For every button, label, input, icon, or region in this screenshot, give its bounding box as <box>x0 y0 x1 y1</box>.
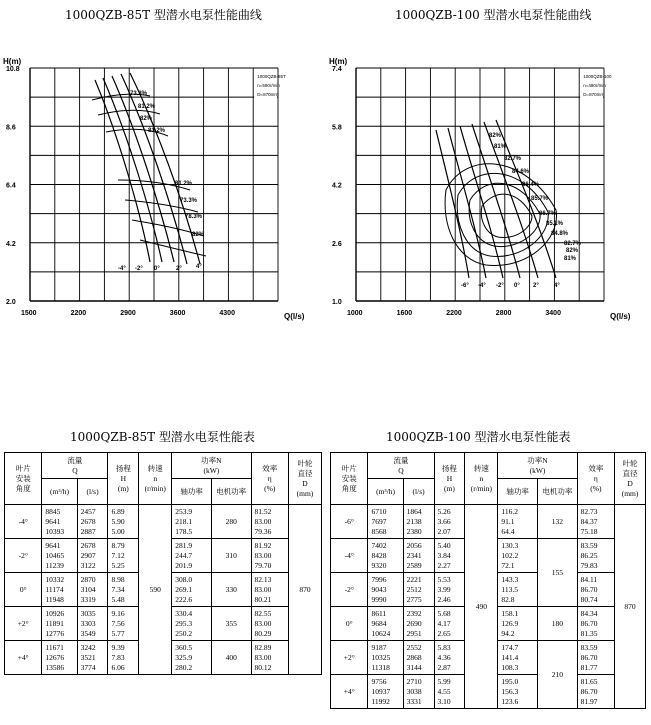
legend-text: 1000QZB-85T <box>257 74 286 79</box>
header-shaft-power: 轴功率 <box>498 479 538 505</box>
efficiency-label: 81% <box>564 256 577 262</box>
legend-text: D=870mm <box>583 92 605 97</box>
blade-angle-label: -6° <box>461 283 469 289</box>
shaft-power-value: 330.4 295.3 250.2 <box>172 607 212 641</box>
efficiency-value: 81.65 86.70 81.97 <box>577 675 614 709</box>
flow-m3h: 6710 7697 8568 <box>368 505 403 539</box>
shaft-power-value: 253.9 218.1 178.5 <box>172 505 212 539</box>
header-flow-unit-m3h: (m³/h) <box>42 479 77 505</box>
left-table-title: 1000QZB-85T 型潜水电泵性能表 <box>70 430 255 444</box>
head-value: 8.79 7.12 5.25 <box>108 539 139 573</box>
head-value: 5.83 4.36 2.87 <box>434 641 465 675</box>
speed-value: 490 <box>465 505 498 709</box>
x-tick-label: 2200 <box>70 310 87 317</box>
x-tick-label: 3400 <box>545 310 561 317</box>
blade-angle-label: -2° <box>135 266 143 272</box>
y-tick-label: 8.6 <box>6 124 16 132</box>
right-performance-table <box>330 452 646 709</box>
shaft-power-value: 174.7 141.4 108.3 <box>498 641 538 675</box>
blade-angle-label: 4° <box>196 264 202 270</box>
head-value: 5.26 3.66 2.07 <box>434 505 465 539</box>
header-impeller-diameter: 叶轮 直径 D (mm) <box>288 453 321 505</box>
flow-ls: 2056 2341 2589 <box>403 539 434 573</box>
efficiency-label: 82% <box>566 248 579 254</box>
shaft-power-value: 116.2 91.1 64.4 <box>498 505 538 539</box>
legend-text: D=870mm <box>257 92 279 97</box>
flow-ls: 2392 2690 2951 <box>403 607 434 641</box>
efficiency-label: 86.7% <box>539 211 557 217</box>
header-efficiency: 效率 η (%) <box>251 453 288 505</box>
y-tick-label: 1.0 <box>332 299 342 306</box>
motor-power-value: 310 <box>211 539 251 573</box>
y-axis-label: H(m) <box>3 57 22 66</box>
blade-angle-label: 0° <box>514 283 520 289</box>
flow-m3h: 9756 10937 11992 <box>368 675 403 709</box>
blade-angle-label: 2° <box>176 266 182 272</box>
flow-m3h: 7402 8428 9320 <box>368 539 403 573</box>
efficiency-label: 86.4% <box>522 182 540 188</box>
blade-angle: +4° <box>331 675 368 709</box>
x-tick-label: 2200 <box>446 310 462 317</box>
efficiency-label: 81.2% <box>138 104 156 110</box>
x-axis-label: Q(l/s) <box>284 312 305 321</box>
blade-angle-label: -4° <box>478 283 486 289</box>
header-efficiency: 效率 η (%) <box>577 453 614 505</box>
y-tick-label: 2.6 <box>332 240 342 248</box>
efficiency-label: 81.2% <box>175 181 193 187</box>
y-tick-label: 4.2 <box>6 240 16 248</box>
shaft-power-value: 158.1 126.9 94.2 <box>498 607 538 641</box>
flow-ls: 2870 3104 3319 <box>77 573 108 607</box>
efficiency-label: 84.8% <box>551 231 569 237</box>
motor-power-value: 155 <box>538 539 578 607</box>
header-speed: 转速 n (r/min) <box>465 453 498 505</box>
blade-angle: +4° <box>5 641 42 675</box>
efficiency-label: 73.3% <box>130 91 148 97</box>
x-tick-label: 4300 <box>219 310 235 317</box>
right-performance-chart <box>326 40 651 330</box>
legend-text: n=490r/min <box>583 83 606 88</box>
head-value: 5.53 3.99 2.46 <box>434 573 465 607</box>
blade-angle: -4° <box>331 539 368 573</box>
left-chart-title: 1000QZB-85T 型潜水电泵性能曲线 <box>65 8 262 22</box>
blade-angle: -6° <box>331 505 368 539</box>
x-axis-label: Q(l/s) <box>610 312 631 321</box>
x-tick-label: 1000 <box>347 310 363 317</box>
efficiency-label: 73.3% <box>180 198 198 204</box>
blade-angle: +2° <box>5 607 42 641</box>
x-tick-label: 2800 <box>495 310 512 317</box>
y-tick-label: 10.8 <box>6 66 20 73</box>
efficiency-value: 83.59 86.25 79.83 <box>577 539 614 573</box>
motor-power-value: 330 <box>211 573 251 607</box>
blade-angle-label: 0° <box>154 266 160 272</box>
header-power: 功率N (kW) <box>498 453 577 479</box>
header-flow-unit-ls: (l/s) <box>403 479 434 505</box>
x-tick-label: 3600 <box>169 310 186 317</box>
efficiency-label: 82% <box>140 116 153 122</box>
motor-power-value: 280 <box>211 505 251 539</box>
impeller-diameter-value: 870 <box>615 505 646 709</box>
flow-ls: 2552 2868 3144 <box>403 641 434 675</box>
efficiency-label: 82.7% <box>564 241 582 247</box>
efficiency-label: 85.7% <box>531 196 549 202</box>
blade-angle-label: -2° <box>496 283 504 289</box>
efficiency-value: 82.55 83.00 80.29 <box>251 607 288 641</box>
flow-m3h: 10332 11174 11948 <box>42 573 77 607</box>
efficiency-label: 84.6% <box>512 169 530 175</box>
flow-m3h: 9641 10465 11239 <box>42 539 77 573</box>
flow-m3h: 10926 11891 12776 <box>42 607 77 641</box>
efficiency-value: 82.73 84.37 75.18 <box>577 505 614 539</box>
y-tick-label: 2.0 <box>6 299 16 306</box>
flow-m3h: 7996 9043 9990 <box>368 573 403 607</box>
efficiency-value: 82.13 83.00 80.21 <box>251 573 288 607</box>
flow-ls: 3035 3303 3549 <box>77 607 108 641</box>
flow-ls: 2710 3038 3331 <box>403 675 434 709</box>
efficiency-label: 82.7% <box>504 156 522 162</box>
header-blade-angle: 叶片 安装 角度 <box>5 453 42 505</box>
head-curve <box>436 130 469 278</box>
left-performance-table <box>4 452 322 675</box>
efficiency-label: 81% <box>494 144 507 150</box>
y-tick-label: 7.4 <box>332 66 342 73</box>
impeller-diameter-value: 870 <box>288 505 321 675</box>
blade-angle: 0° <box>331 607 368 641</box>
flow-m3h: 8611 9684 10624 <box>368 607 403 641</box>
head-value: 5.40 3.84 2.27 <box>434 539 465 573</box>
header-motor-power: 电机功率 <box>211 479 251 505</box>
y-tick-label: 4.2 <box>332 182 342 190</box>
y-tick-label: 6.4 <box>6 182 16 190</box>
flow-m3h: 9187 10325 11318 <box>368 641 403 675</box>
head-value: 9.39 7.83 6.06 <box>108 641 139 675</box>
motor-power-value: 210 <box>538 641 578 709</box>
legend-text: 1000QZB-100 <box>583 74 612 79</box>
head-value: 8.98 7.34 5.48 <box>108 573 139 607</box>
shaft-power-value: 130.3 102.2 72.1 <box>498 539 538 573</box>
header-flow: 流量 Q <box>42 453 108 479</box>
shaft-power-value: 281.9 244.7 201.9 <box>172 539 212 573</box>
efficiency-value: 82.89 83.00 80.12 <box>251 641 288 675</box>
header-impeller-diameter: 叶轮 直径 D (mm) <box>615 453 646 505</box>
shaft-power-value: 143.3 113.5 82.8 <box>498 573 538 607</box>
efficiency-value: 84.34 86.70 81.35 <box>577 607 614 641</box>
flow-ls: 1864 2138 2380 <box>403 505 434 539</box>
header-flow: 流量 Q <box>368 453 434 479</box>
head-value: 9.16 7.56 5.77 <box>108 607 139 641</box>
efficiency-value: 81.52 83.00 79.36 <box>251 505 288 539</box>
motor-power-value: 355 <box>211 607 251 641</box>
header-flow-unit-m3h: (m³/h) <box>368 479 403 505</box>
header-flow-unit-ls: (l/s) <box>77 479 108 505</box>
x-tick-label: 2900 <box>120 310 136 317</box>
header-speed: 转速 n (r/min) <box>139 453 172 505</box>
legend-text: n=590r/min <box>257 83 280 88</box>
head-value: 6.89 5.90 5.00 <box>108 505 139 539</box>
efficiency-label: 82% <box>192 232 205 238</box>
flow-ls: 3242 3521 3774 <box>77 641 108 675</box>
blade-angle: -2° <box>331 573 368 607</box>
efficiency-value: 84.11 86.70 80.74 <box>577 573 614 607</box>
blade-angle: -2° <box>5 539 42 573</box>
x-tick-label: 1600 <box>396 310 413 317</box>
blade-angle: 0° <box>5 573 42 607</box>
speed-value: 590 <box>139 505 172 675</box>
shaft-power-value: 308.0 269.1 222.6 <box>172 573 212 607</box>
header-power: 功率N (kW) <box>172 453 251 479</box>
shaft-power-value: 360.5 325.9 280.2 <box>172 641 212 675</box>
header-head: 扬程 H (m) <box>434 453 465 505</box>
blade-angle-label: -4° <box>118 266 126 272</box>
blade-angle: -4° <box>5 505 42 539</box>
head-curve <box>130 73 200 264</box>
blade-angle-label: 2° <box>533 283 539 289</box>
flow-ls: 2678 2907 3122 <box>77 539 108 573</box>
y-axis-label: H(m) <box>329 57 348 66</box>
motor-power-value: 400 <box>211 641 251 675</box>
motor-power-value: 132 <box>538 505 578 539</box>
header-blade-angle: 叶片 安装 角度 <box>331 453 368 505</box>
efficiency-value: 83.59 86.70 81.77 <box>577 641 614 675</box>
efficiency-value: 81.92 83.00 79.70 <box>251 539 288 573</box>
x-tick-label: 1500 <box>21 310 37 317</box>
shaft-power-value: 195.0 156.3 123.6 <box>498 675 538 709</box>
right-chart-title: 1000QZB-100 型潜水电泵性能曲线 <box>395 8 592 22</box>
table-row <box>5 505 322 539</box>
flow-ls: 2457 2678 2887 <box>77 505 108 539</box>
flow-ls: 2221 2512 2775 <box>403 573 434 607</box>
efficiency-label: 78.3% <box>185 214 203 220</box>
blade-angle: +2° <box>331 641 368 675</box>
efficiency-label: 82% <box>489 133 502 139</box>
motor-power-value: 180 <box>538 607 578 641</box>
right-table-title: 1000QZB-100 型潜水电泵性能表 <box>386 430 571 444</box>
left-performance-chart <box>0 40 325 330</box>
header-shaft-power: 轴功率 <box>172 479 212 505</box>
flow-m3h: 8845 9641 10393 <box>42 505 77 539</box>
blade-angle-label: 4° <box>554 283 560 289</box>
header-motor-power: 电机功率 <box>538 479 578 505</box>
head-value: 5.68 4.17 2.65 <box>434 607 465 641</box>
efficiency-label: 81.2% <box>148 128 166 134</box>
flow-m3h: 11671 12676 13586 <box>42 641 77 675</box>
efficiency-label: 85.1% <box>546 221 564 227</box>
header-head: 扬程 H (m) <box>108 453 139 505</box>
table-row <box>331 505 646 539</box>
head-value: 5.99 4.55 3.10 <box>434 675 465 709</box>
y-tick-label: 5.8 <box>332 124 342 132</box>
